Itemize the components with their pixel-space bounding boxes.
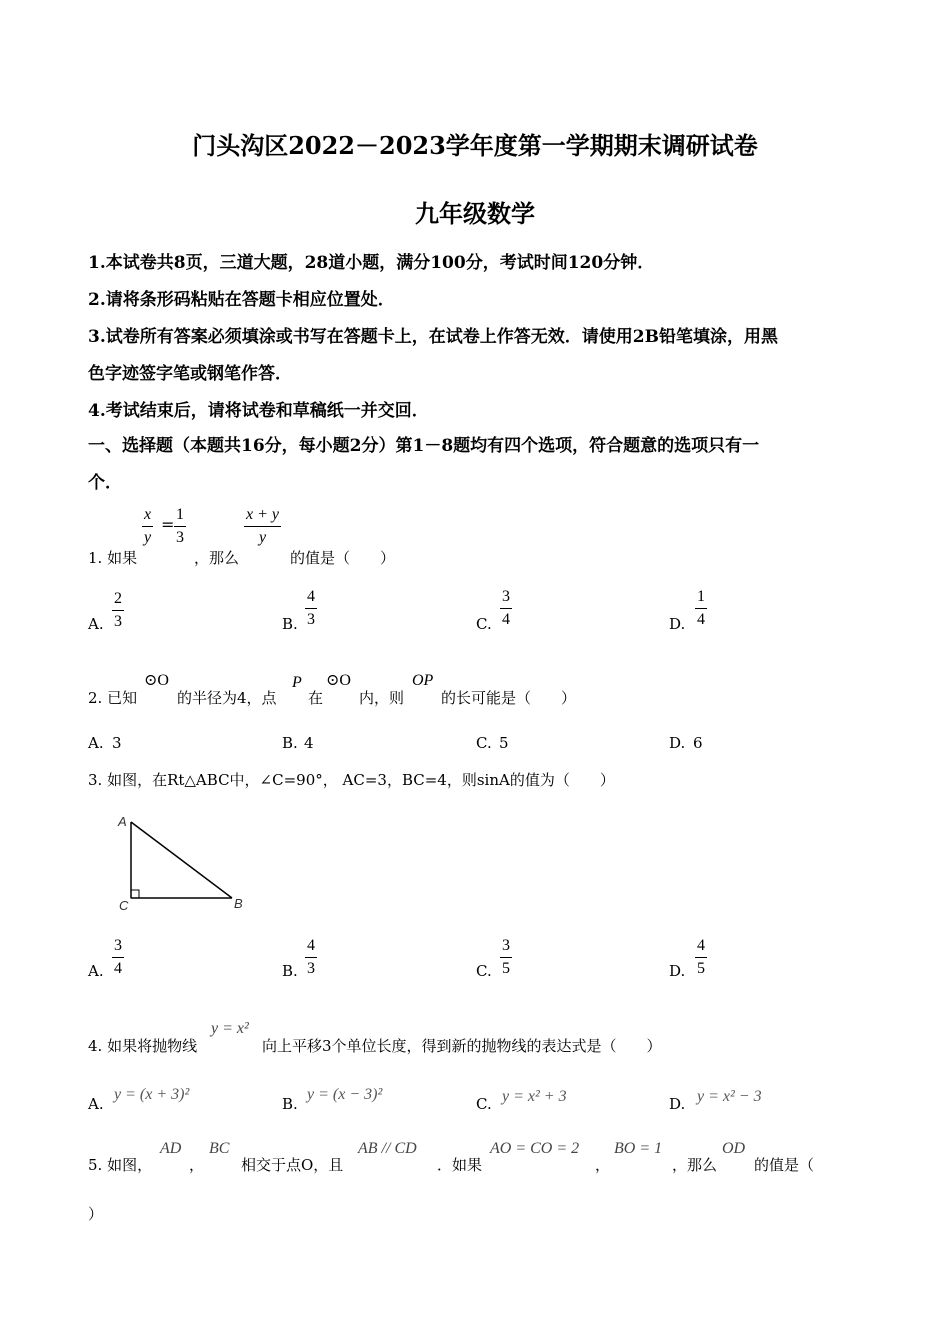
q1-c-num: 3	[502, 588, 510, 605]
q1-mid: ，那么	[194, 549, 240, 567]
q1-cond-den-left: y	[144, 529, 152, 546]
q1-option-d-label: D.	[669, 615, 686, 633]
q5-segment-od: OD	[722, 1140, 746, 1157]
q5-text-3: ，那么	[672, 1156, 718, 1174]
q1-b-den: 3	[307, 611, 315, 628]
q2-text-3: 内，则	[359, 689, 405, 707]
q4-option-b-value: y = (x − 3)²	[307, 1086, 383, 1103]
q3-c-num: 3	[502, 937, 510, 954]
vertex-b-label: B	[234, 896, 243, 911]
q5-segment-bc: BC	[209, 1140, 230, 1157]
q4-option-c-label: C.	[476, 1095, 492, 1113]
q3-d-den: 5	[697, 960, 705, 977]
q2-option-a-value: 3	[112, 734, 122, 752]
section-heading-cont: 个．	[88, 473, 122, 493]
q4-prefix: 4. 如果将抛物线	[88, 1037, 198, 1055]
q3-option-b-value	[305, 937, 317, 978]
q3-option-a-label: A.	[88, 962, 104, 980]
q5-line-2: ）	[88, 1205, 104, 1223]
q1-option-a-label: A.	[88, 615, 104, 633]
exam-title: 门头沟区2022－2023学年度第一学期期末调研试卷	[192, 131, 758, 160]
q1-cond-num-right: 1	[176, 506, 184, 523]
q2-option-c-label: C.	[476, 734, 492, 752]
q1-option-c-label: C.	[476, 615, 492, 633]
q1-option-b-value	[305, 588, 317, 629]
q5-parallel: AB // CD	[358, 1140, 417, 1157]
q3-option-d-label: D.	[669, 962, 686, 980]
q5-equation-1: AO = CO = 2	[490, 1140, 580, 1157]
q5-text-2: ．如果	[437, 1156, 483, 1174]
q2-option-b-value: 4	[304, 734, 314, 752]
q2-text-2: 在	[308, 689, 324, 707]
q1-suffix: 的值是（ ）	[290, 549, 396, 567]
q2-option-d-label: D.	[669, 734, 686, 752]
q1-d-num: 1	[697, 588, 705, 605]
q1-expr-num: x + y	[246, 506, 279, 523]
q2-option-d-value: 6	[693, 734, 703, 752]
q4-option-d-label: D.	[669, 1095, 686, 1113]
q1-cond-eq: =	[161, 515, 175, 534]
q2-circle-o-2: ⊙O	[326, 672, 351, 689]
q5-segment-ad: AD	[160, 1140, 182, 1157]
q1-expression-fraction	[244, 506, 281, 547]
q3-option-c-value	[500, 937, 512, 978]
q4-option-a-value: y = (x + 3)²	[114, 1086, 190, 1103]
q3-option-c-label: C.	[476, 962, 492, 980]
q2-option-b-label: B.	[282, 734, 298, 752]
q1-prefix: 1. 如果	[88, 549, 138, 567]
vertex-a-label: A	[118, 814, 127, 829]
q1-option-c-value	[500, 588, 512, 629]
q1-expr-den: y	[258, 529, 267, 546]
q5-text-1: 相交于点O，且	[241, 1156, 344, 1174]
q1-option-a-value	[112, 590, 124, 631]
q4-option-b-label: B.	[282, 1095, 298, 1113]
q3-option-b-label: B.	[282, 962, 298, 980]
q3-option-a-value	[112, 937, 124, 978]
q1-d-den: 4	[697, 611, 705, 628]
q1-cond-den-right: 3	[176, 529, 184, 546]
q3-text: 3. 如图，在Rt△ABC中，∠C=90°， AC=3，BC=4，则sinA的值为（ ）	[88, 771, 615, 789]
q4-expression: y = x²	[211, 1020, 249, 1037]
q1-c-den: 4	[502, 611, 510, 628]
q1-a-num: 2	[114, 590, 122, 607]
q2-text-1: 的半径为4，点	[177, 689, 277, 707]
q1-cond-num-left: x	[144, 506, 152, 523]
triangle-figure	[112, 808, 252, 918]
vertex-c-label: C	[119, 898, 129, 913]
q5-prefix: 5. 如图，	[88, 1156, 153, 1174]
q1-b-num: 4	[307, 588, 315, 605]
instruction-1: 1.本试卷共8页，三道大题，28道小题，满分100分，考试时间120分钟．	[88, 253, 655, 273]
q5-comma-2: ，	[595, 1156, 611, 1174]
q3-d-num: 4	[697, 937, 705, 954]
q5-text-4: 的值是（	[754, 1156, 815, 1174]
q2-option-c-value: 5	[499, 734, 509, 752]
section-heading: 一、选择题（本题共16分，每小题2分）第1－8题均有四个选项，符合题意的选项只有一	[88, 436, 760, 456]
q3-a-den: 4	[114, 960, 122, 977]
q3-b-den: 3	[307, 960, 315, 977]
q3-b-num: 4	[307, 937, 315, 954]
q1-option-b-label: B.	[282, 615, 298, 633]
q5-equation-2: BO = 1	[614, 1140, 663, 1157]
q4-suffix: 向上平移3个单位长度，得到新的抛物线的表达式是（ ）	[262, 1037, 662, 1055]
q1-option-d-value	[695, 588, 707, 629]
q2-point-p: P	[292, 674, 302, 691]
q2-text-4: 的长可能是（ ）	[441, 689, 577, 707]
exam-subtitle: 九年级数学	[415, 199, 535, 228]
q1-a-den: 3	[114, 613, 122, 630]
q2-circle-o: ⊙O	[144, 672, 169, 689]
q1-condition-right-fraction	[174, 506, 186, 547]
q4-option-c-value: y = x² + 3	[502, 1088, 567, 1105]
q4-option-d-value: y = x² − 3	[697, 1088, 762, 1105]
instruction-3-cont: 色字迹签字笔或钢笔作答．	[88, 364, 292, 384]
q3-a-num: 3	[114, 937, 122, 954]
instruction-2: 2.请将条形码粘贴在答题卡相应位置处．	[88, 290, 395, 310]
q1-condition-left-fraction	[142, 506, 153, 547]
q3-option-d-value	[695, 937, 707, 978]
q3-c-den: 5	[502, 960, 510, 977]
q4-option-a-label: A.	[88, 1095, 104, 1113]
instruction-4: 4.考试结束后，请将试卷和草稿纸一并交回．	[88, 401, 429, 421]
q2-option-a-label: A.	[88, 734, 104, 752]
instruction-3: 3.试卷所有答案必须填涂或书写在答题卡上，在试卷上作答无效．请使用2B铅笔填涂，用黑	[88, 327, 778, 347]
q2-prefix: 2. 已知	[88, 689, 138, 707]
q5-comma-1: ，	[189, 1156, 205, 1174]
q2-segment-op: OP	[412, 672, 434, 689]
